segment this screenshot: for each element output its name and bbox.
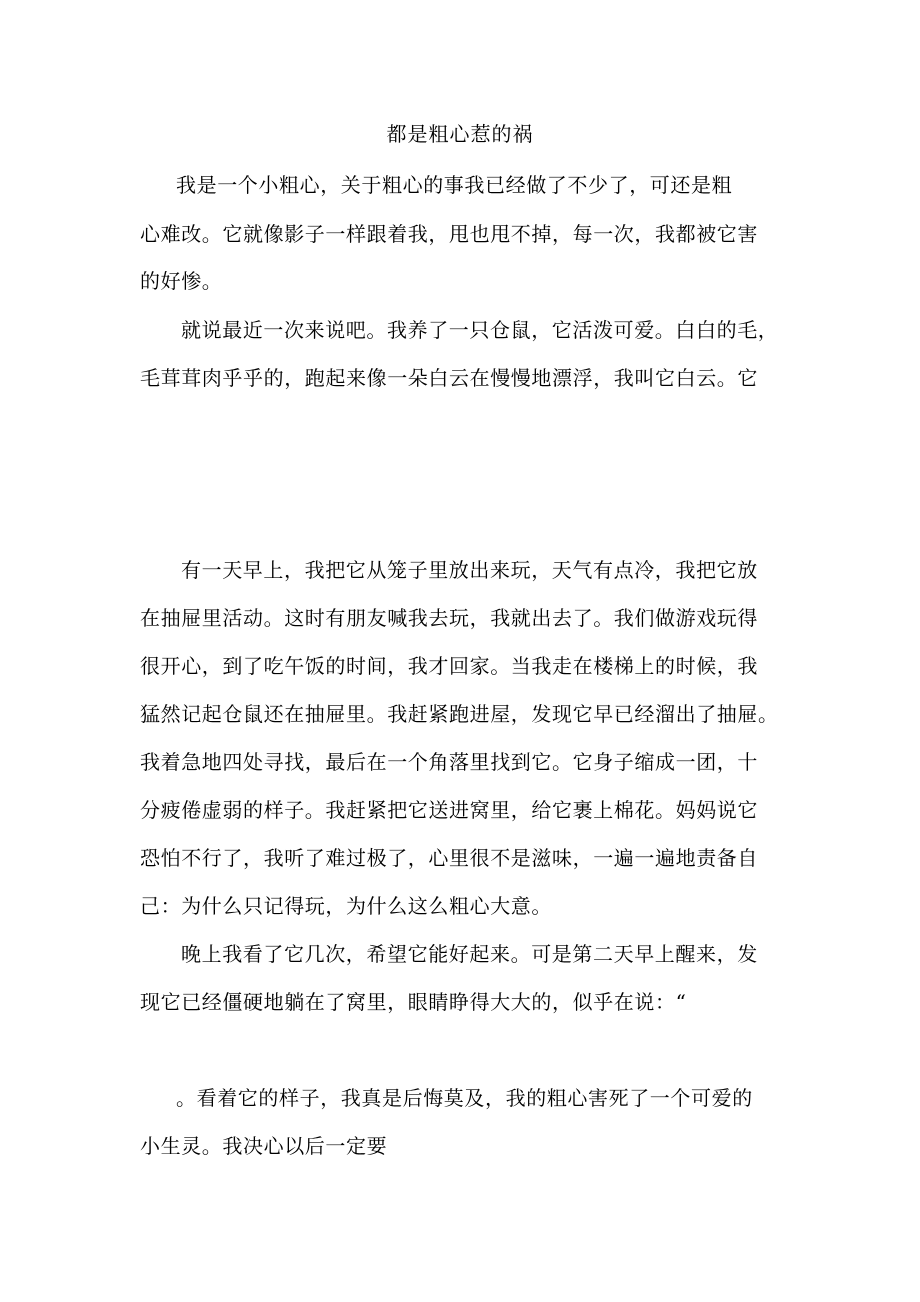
paragraph-line: 毛茸茸肉乎乎的，跑起来像一朵白云在慢慢地漂浮，我叫它白云。它 <box>140 366 758 390</box>
paragraph-line: 恐怕不行了，我听了难过极了，心里很不是滋味，一遍一遍地责备自 <box>140 846 758 870</box>
paragraph-line: 的好惨。 <box>140 269 223 293</box>
paragraph-line: 在抽屉里活动。这时有朋友喊我去玩，我就出去了。我们做游戏玩得 <box>140 606 758 630</box>
paragraph-line: 我着急地四处寻找，最后在一个角落里找到它。它身子缩成一团，十 <box>140 750 758 774</box>
paragraph-line: 分疲倦虚弱的样子。我赶紧把它送进窝里，给它裹上棉花。妈妈说它 <box>140 798 758 822</box>
paragraph-line: 我是一个小粗心，关于粗心的事我已经做了不少了，可还是粗 <box>176 173 733 197</box>
paragraph-line: 己：为什么只记得玩，为什么这么粗心大意。 <box>140 894 552 918</box>
paragraph-line: 现它已经僵硬地躺在了窝里，眼睛睁得大大的，似乎在说：“ <box>140 990 687 1014</box>
paragraph-line: 小生灵。我决心以后一定要 <box>140 1134 388 1158</box>
paragraph-line: 心难改。它就像影子一样跟着我，甩也甩不掉，每一次，我都被它害 <box>140 222 758 246</box>
paragraph-line: 。看着它的样子，我真是后悔莫及，我的粗心害死了一个可爱的 <box>176 1086 753 1110</box>
paragraph-line: 很开心，到了吃午饭的时间，我才回家。当我走在楼梯上的时候，我 <box>140 654 758 678</box>
paragraph-line: 猛然记起仓鼠还在抽屉里。我赶紧跑进屋，发现它早已经溜出了抽屉。 <box>140 702 779 726</box>
document-title: 都是粗心惹的祸 <box>386 122 534 146</box>
paragraph-line: 就说最近一次来说吧。我养了一只仓鼠，它活泼可爱。白白的毛， <box>181 318 779 342</box>
paragraph-line: 晚上我看了它几次，希望它能好起来。可是第二天早上醒来，发 <box>181 942 758 966</box>
paragraph-line: 有一天早上，我把它从笼子里放出来玩，天气有点冷，我把它放 <box>181 558 758 582</box>
